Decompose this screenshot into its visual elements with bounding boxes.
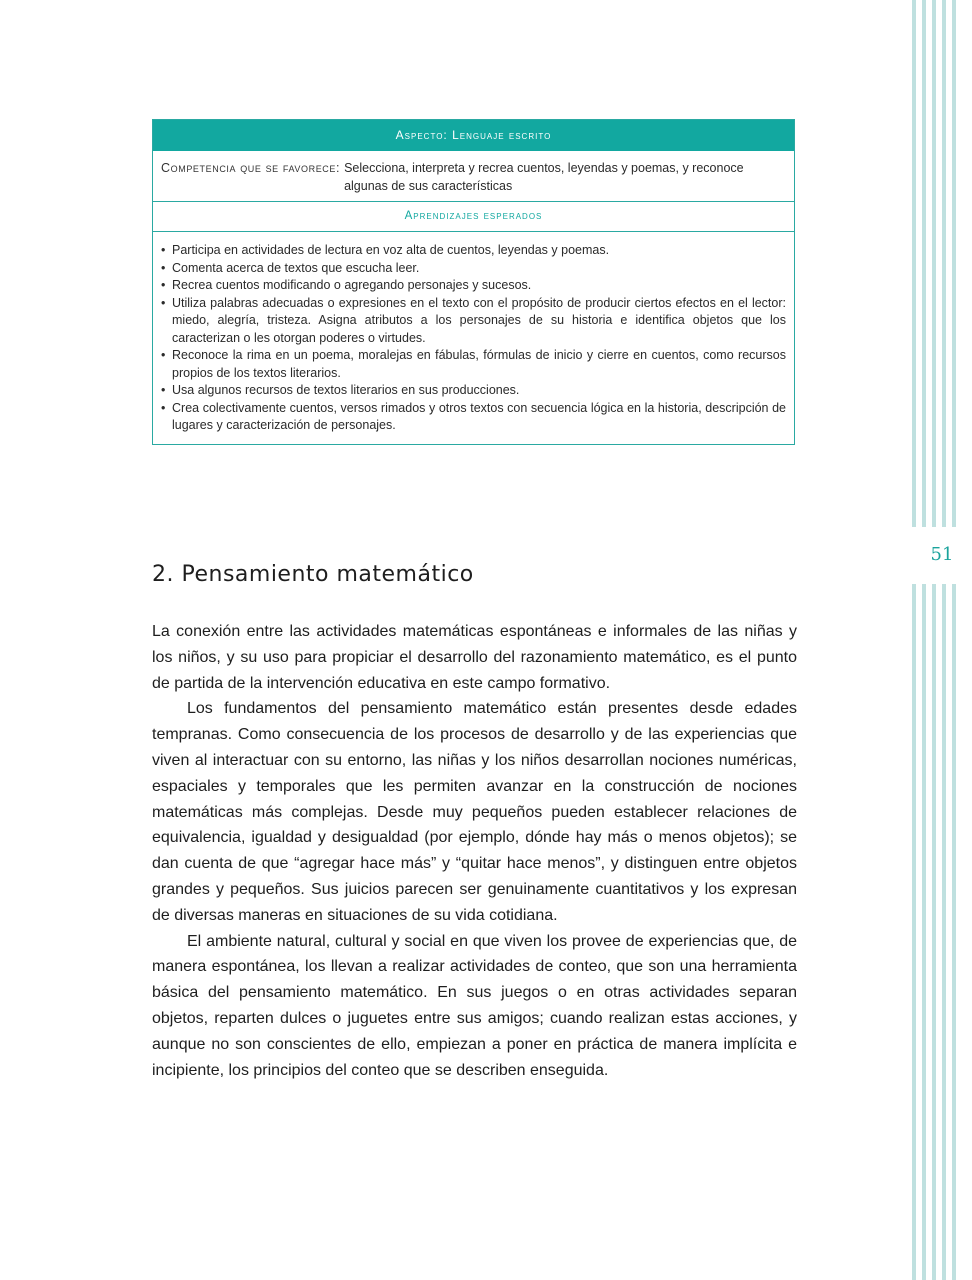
- bullet-icon: •: [161, 278, 166, 292]
- page-number: 51: [930, 544, 954, 565]
- bullet-icon: •: [161, 243, 166, 257]
- bullet-icon: •: [161, 348, 166, 362]
- competence-text: Selecciona, interpreta y recrea cuentos, leyendas y poemas, y reconoce algunas de sus características: [344, 161, 744, 193]
- list-item: • Comenta acerca de textos que escucha leer.: [161, 260, 786, 278]
- section-title: 2. Pensamiento matemático: [152, 562, 474, 587]
- list-item: • Recrea cuentos modificando o agregando personajes y sucesos.: [161, 277, 786, 295]
- expected-learnings-list: [153, 232, 794, 444]
- list-item: • Participa en actividades de lectura en voz alta de cuentos, leyendas y poemas.: [161, 242, 786, 260]
- competence-row: [153, 151, 794, 202]
- bullet-icon: •: [161, 383, 166, 397]
- paragraph: El ambiente natural, cultural y social en que viven los provee de experiencias que, de manera espontánea, los llevan a realizar actividades de conteo, que son una herramienta básica del pensamiento matemático. En sus juegos o en otras actividades separan objetos, reparten dulces o juguetes entre sus amigos; cuando realizan estas acciones, y aunque no son conscientes de ello, empiezan a poner en práctica de manera implícita e incipiente, los principios del conteo que se describen enseguida.: [152, 932, 797, 1079]
- list-item: • Usa algunos recursos de textos literarios en sus producciones.: [161, 382, 786, 400]
- learning-aspect-table: [152, 119, 795, 445]
- list-item: • Reconoce la rima en un poema, moralejas en fábulas, fórmulas de inicio y cierre en cuentos, como recursos propios de los textos literarios.: [161, 348, 786, 380]
- paragraph: Los fundamentos del pensamiento matemático están presentes desde edades tempranas. Como consecuencia de los procesos de desarrollo y de las experiencias que viven al interactuar con su entorno, las niñas y los niños desarrollan nociones numéricas, espaciales y temporales que les permiten avanzar en la construcción de nociones matemáticas más complejas. Desde muy pequeños pueden establecer relaciones de equivalencia, igualdad y desigualdad (por ejemplo, dónde hay más o menos objetos); se dan cuenta de que “agregar hace más” y “quitar hace menos”, y distinguen entre objetos grandes y pequeños. Sus juicios parecen ser genuinamente cuantitativos y los expresan de diversas maneras en situaciones de su vida cotidiana.: [152, 700, 797, 924]
- list-item: • Utiliza palabras adecuadas o expresiones en el texto con el propósito de producir ciertos efectos en el lector: miedo, alegría, tristeza. Asigna atributos a los personajes de su historia e identifica objetos que los caracterizan o les otorgan poderes o virtudes.: [161, 295, 786, 345]
- bullet-icon: •: [161, 295, 166, 310]
- expected-learnings-header: Aprendizajes esperados: [153, 202, 794, 232]
- bullet-icon: •: [161, 400, 166, 415]
- paragraph: La conexión entre las actividades matemáticas espontáneas e informales de las niñas y los niños, y su uso para propiciar el desarrollo del razonamiento matemático, es el punto de partida de la intervención educativa en este campo formativo.: [152, 623, 797, 692]
- table-header: Aspecto: Lenguaje escrito: [153, 120, 794, 151]
- list-item: • Crea colectivamente cuentos, versos rimados y otros textos con secuencia lógica en la historia, descripción de lugares y caracterización de personajes.: [161, 400, 786, 432]
- competence-label: Competencia que se favorece:: [161, 161, 341, 175]
- section-body: [152, 619, 797, 1083]
- page-margin-stripes: [910, 0, 972, 1280]
- bullet-icon: •: [161, 260, 166, 275]
